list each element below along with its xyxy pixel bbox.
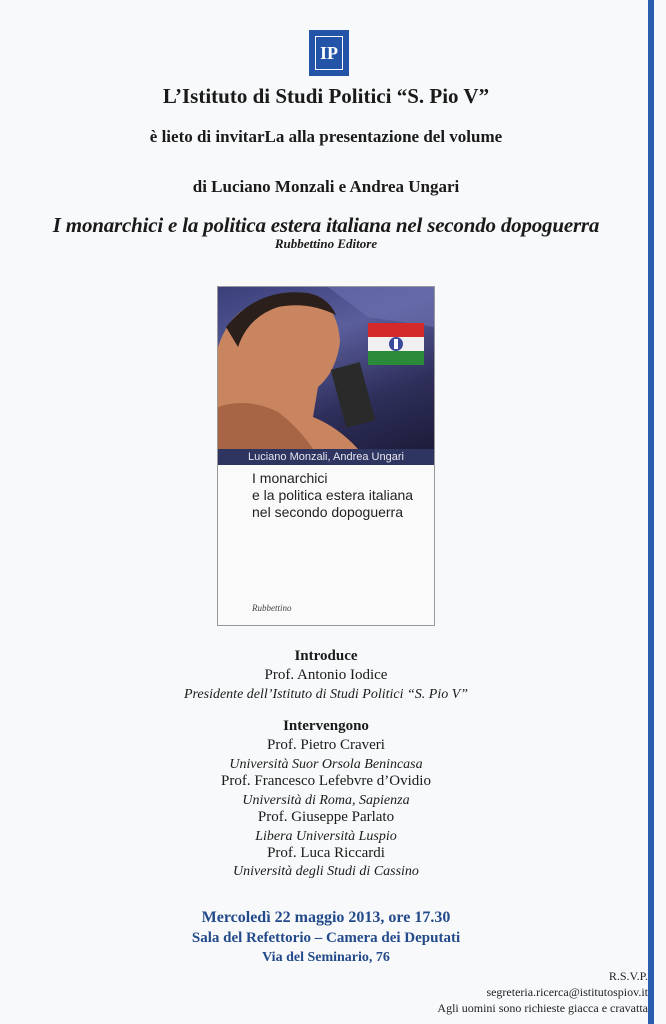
cover-title-line: e la politica estera italiana	[252, 487, 414, 503]
cover-title	[252, 470, 432, 521]
introducer-role: Presidente dell’Istituto di Studi Politici “S. Pio V”	[183, 687, 469, 702]
introducer-name: Prof. Antonio Iodice	[264, 667, 388, 683]
event-venue: Sala del Refettorio – Camera dei Deputati	[191, 930, 461, 946]
institute-logo	[309, 30, 349, 76]
rsvp-label: R.S.V.P.	[608, 969, 648, 983]
speaker-name: Prof. Pietro Craveri	[267, 737, 385, 753]
speakers-heading: Intervengono	[283, 718, 369, 734]
speaker-affiliation: Università di Roma, Sapienza	[242, 793, 410, 808]
book-authors: di Luciano Monzali e Andrea Ungari	[192, 177, 460, 196]
cover-authors: Luciano Monzali, Andrea Ungari	[218, 449, 434, 465]
publisher: Rubbettino Editore	[274, 236, 378, 251]
cover-illustration	[218, 287, 434, 449]
event-date: Mercoledì 22 maggio 2013, ore 17.30	[201, 909, 451, 926]
event-address: Via del Seminario, 76	[262, 950, 390, 965]
book-title: I monarchici e la politica estera italiana nel secondo dopoguerra	[52, 213, 600, 237]
book-cover	[217, 286, 435, 626]
cover-publisher: Rubbettino	[252, 603, 292, 613]
cover-title-line: nel secondo dopoguerra	[252, 504, 404, 520]
speaker-affiliation: Università degli Studi di Cassino	[233, 864, 419, 879]
cover-title-line: I monarchici	[252, 470, 328, 486]
introduce-heading: Introduce	[294, 648, 358, 664]
rsvp-email[interactable]: segreteria.ricerca@istitutospiov.it	[486, 985, 648, 999]
speaker-name: Prof. Francesco Lefebvre d’Ovidio	[221, 773, 431, 789]
speaker-name: Prof. Giuseppe Parlato	[257, 809, 395, 825]
speaker-name: Prof. Luca Riccardi	[267, 845, 385, 861]
speaker-affiliation: Libera Università Luspio	[255, 829, 397, 844]
dress-code: Agli uomini sono richieste giacca e cravatta	[437, 1001, 648, 1015]
invitation-text: è lieto di invitarLa alla presentazione del volume	[149, 127, 503, 146]
institute-name: L’Istituto di Studi Politici “S. Pio V”	[162, 84, 490, 108]
speaker-affiliation: Università Suor Orsola Benincasa	[229, 757, 423, 772]
logo-initials: IP	[315, 36, 343, 70]
